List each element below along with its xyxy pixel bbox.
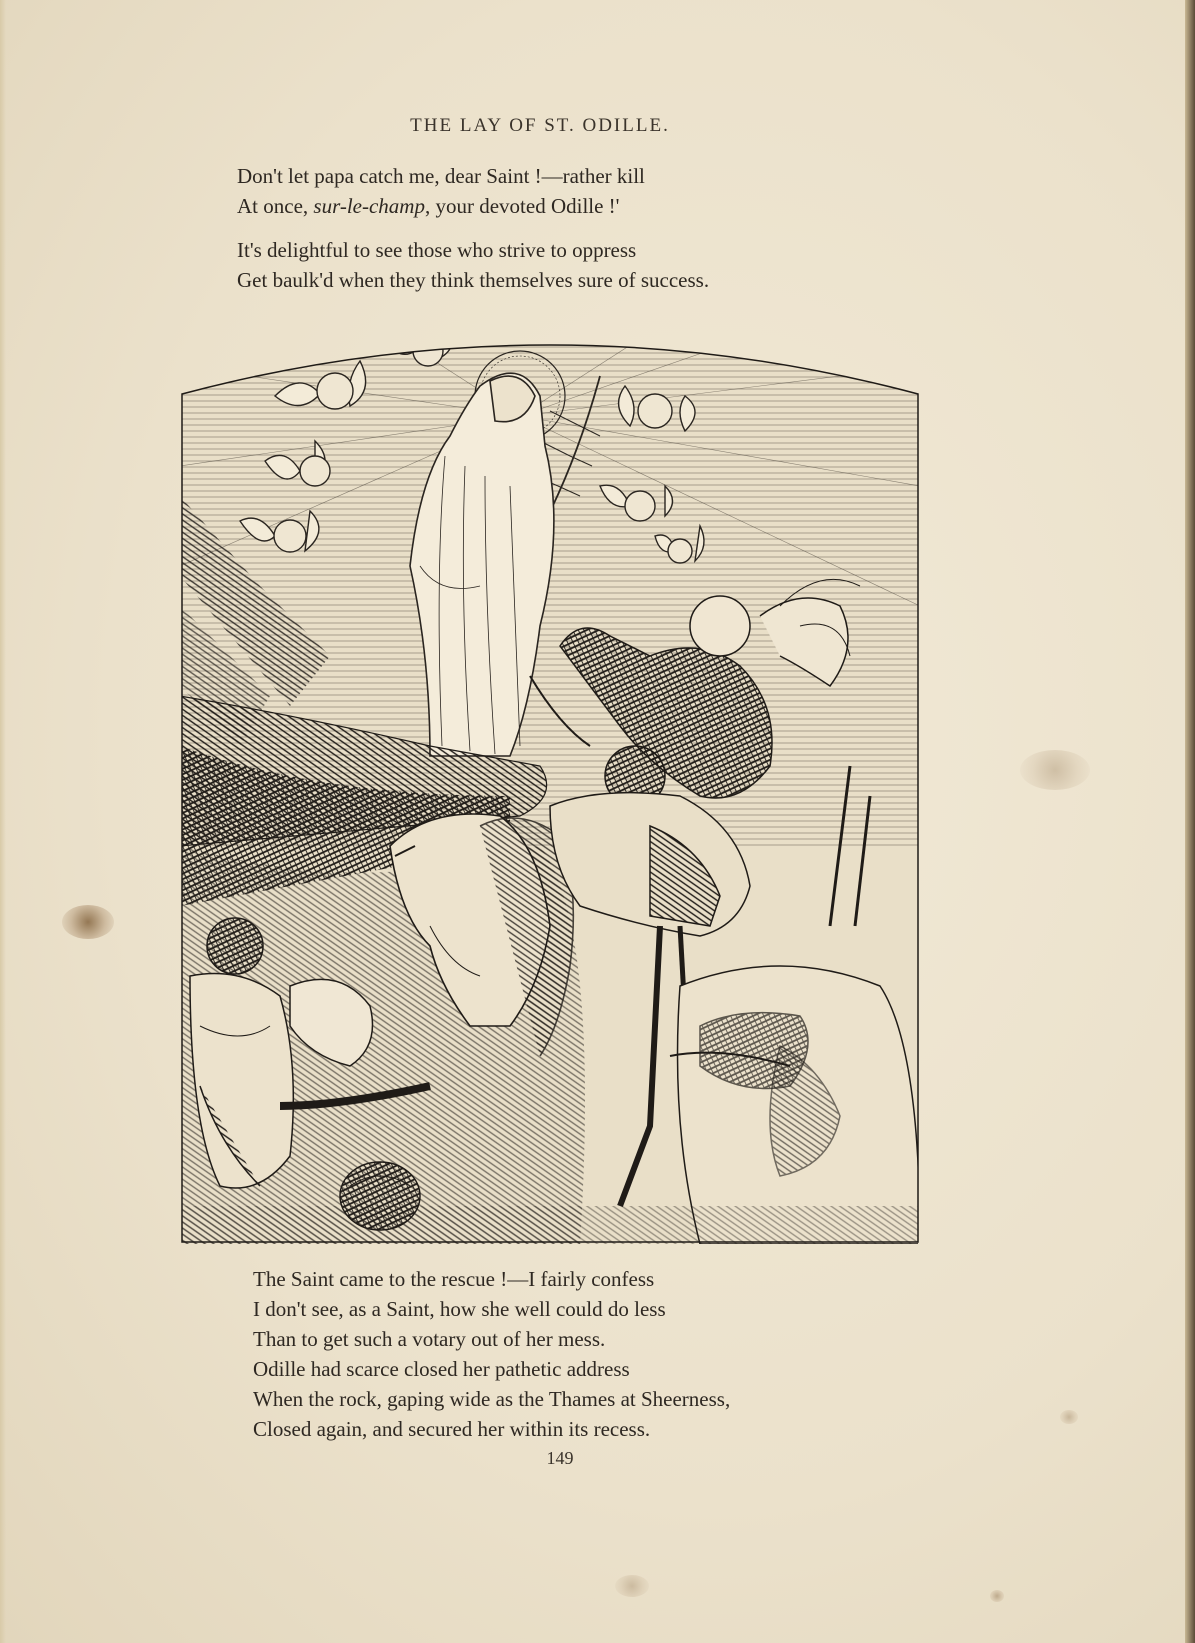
- verse-line: [237, 191, 645, 221]
- foxing-stain: [62, 905, 114, 939]
- stanza-2: [237, 235, 709, 295]
- engraving-saint-on-rock-with-cherubs-and-horsemen-icon: [180, 326, 920, 1244]
- verse-line: Closed again, and secured her within its recess.: [253, 1417, 651, 1441]
- verse-line: When the rock, gaping wide as the Thames at Sheerness,: [253, 1387, 731, 1411]
- stanza-3: [253, 1264, 730, 1444]
- verse-line: Don't let papa catch me, dear Saint !—rather kill: [237, 164, 645, 188]
- page-edge-left: [0, 0, 6, 1643]
- engraving-illustration: [180, 326, 920, 1244]
- verse-line: Than to get such a votary out of her mess.: [253, 1327, 606, 1351]
- page-number: 149: [546, 1448, 574, 1468]
- verse-line: It's delightful to see those who strive to oppress: [237, 238, 637, 262]
- verse-line: I don't see, as a Saint, how she well could do less: [253, 1297, 666, 1321]
- foxing-stain: [1060, 1410, 1078, 1424]
- verse-line: The Saint came to the rescue !—I fairly confess: [253, 1267, 655, 1291]
- foxing-stain: [615, 1575, 649, 1597]
- verse-text: , your devoted Odille !': [424, 194, 620, 218]
- page-edge-right: [1185, 0, 1195, 1643]
- verse-line: Get baulk'd when they think themselves sure of success.: [237, 268, 710, 292]
- stanza-1: [237, 161, 645, 221]
- verse-text: At once,: [237, 194, 314, 218]
- running-head: THE LAY OF ST. ODILLE.: [410, 115, 670, 136]
- foxing-stain: [1020, 750, 1090, 790]
- verse-line: Odille had scarce closed her pathetic address: [253, 1357, 630, 1381]
- italic-phrase: sur-le-champ: [313, 194, 425, 218]
- horse-caparison: [670, 966, 920, 1244]
- foxing-stain: [990, 1590, 1004, 1602]
